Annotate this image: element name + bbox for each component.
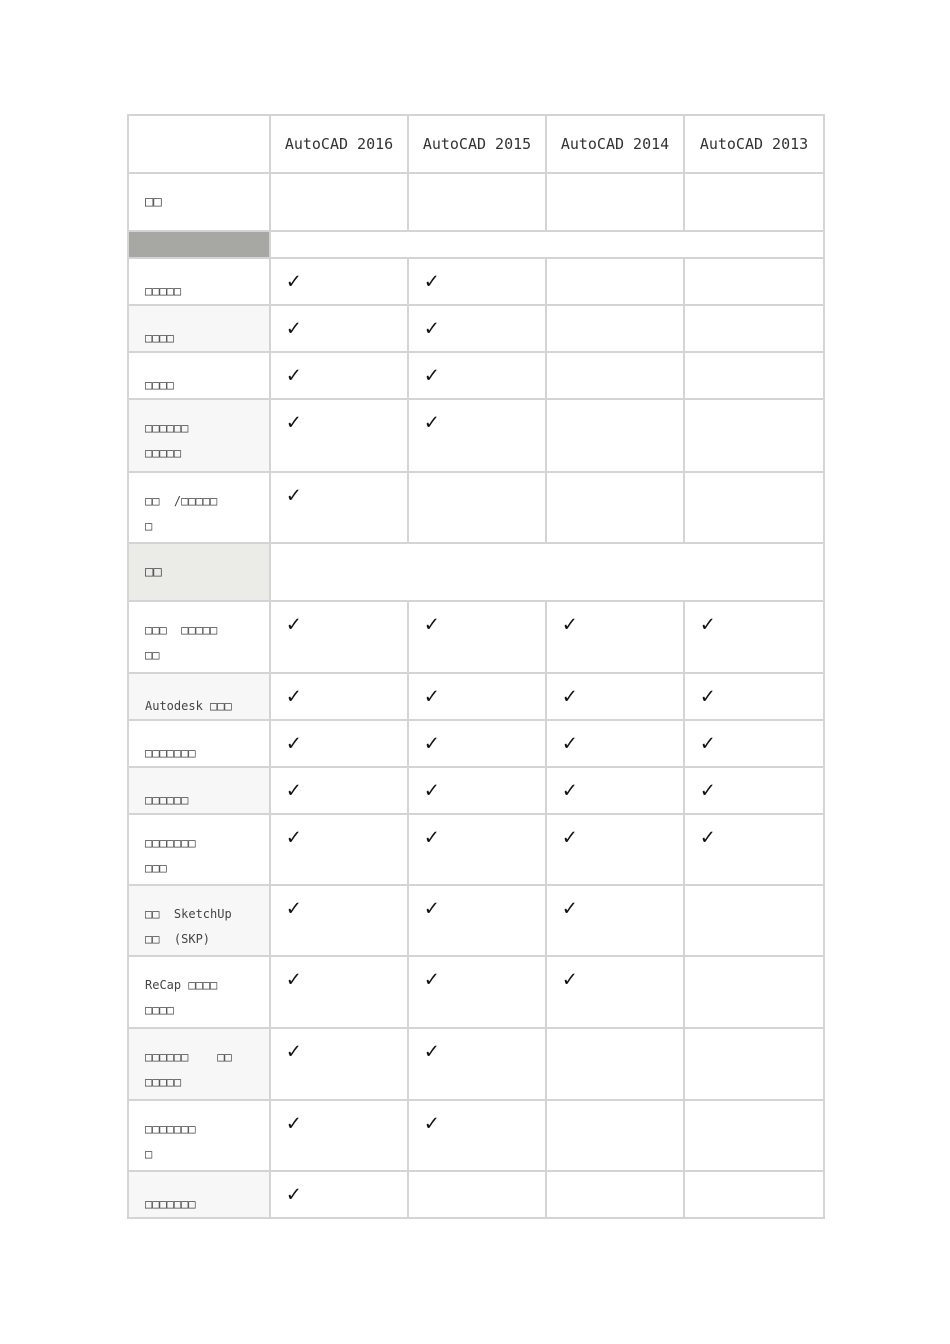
check-mark-icon: ✓ <box>563 778 577 803</box>
version-cell <box>270 720 408 767</box>
feature-label-line: □□□□□□□ <box>145 1122 196 1136</box>
header-version-2013: AutoCAD 2013 <box>684 115 824 173</box>
version-cell <box>684 305 824 352</box>
version-cell <box>270 885 408 956</box>
check-mark-icon: ✓ <box>425 1111 439 1136</box>
header-version-2016: AutoCAD 2016 <box>270 115 408 173</box>
header-version-2015: AutoCAD 2015 <box>408 115 546 173</box>
feature-label-cell <box>128 258 270 305</box>
check-mark-icon: ✓ <box>287 825 301 850</box>
check-mark-icon: ✓ <box>425 731 439 756</box>
version-cell <box>684 1028 824 1100</box>
check-mark-icon: ✓ <box>425 896 439 921</box>
version-cell <box>546 601 684 673</box>
feature-label <box>129 721 269 766</box>
feature-row <box>128 399 824 472</box>
feature-label <box>129 602 269 668</box>
version-cell <box>684 258 824 305</box>
feature-label-line: ReCap □□□□ <box>145 978 218 992</box>
check-mark-icon: ✓ <box>425 410 439 435</box>
version-cell <box>684 814 824 885</box>
check-mark-icon: ✓ <box>425 967 439 992</box>
check-mark-icon: ✓ <box>287 316 301 341</box>
check-mark-icon: ✓ <box>425 825 439 850</box>
check-mark-icon: ✓ <box>563 612 577 637</box>
check-mark-icon: ✓ <box>563 967 577 992</box>
check-mark-icon: ✓ <box>701 612 715 637</box>
check-mark-icon: ✓ <box>287 1111 301 1136</box>
feature-row <box>128 1171 824 1218</box>
version-cell <box>408 673 546 720</box>
version-cell <box>408 1100 546 1171</box>
feature-label-cell <box>128 601 270 673</box>
version-cell <box>684 472 824 543</box>
feature-label-line: Autodesk □□□ <box>145 699 232 713</box>
header-row <box>128 115 824 173</box>
feature-row <box>128 601 824 673</box>
version-cell <box>270 673 408 720</box>
version-cell <box>270 399 408 472</box>
version-cell <box>270 1171 408 1218</box>
version-cell <box>546 472 684 543</box>
version-cell <box>270 814 408 885</box>
check-mark-icon: ✓ <box>425 684 439 709</box>
feature-row <box>128 1100 824 1171</box>
version-cell <box>684 1171 824 1218</box>
version-cell <box>684 1100 824 1171</box>
version-cell <box>546 1100 684 1171</box>
version-cell <box>684 601 824 673</box>
version-cell <box>270 352 408 399</box>
feature-label <box>129 259 269 304</box>
feature-row <box>128 1028 824 1100</box>
check-mark-icon: ✓ <box>287 778 301 803</box>
feature-label-line: □□□□ <box>145 331 174 345</box>
feature-label-cell <box>128 472 270 543</box>
check-mark-icon: ✓ <box>287 1039 301 1064</box>
header-corner-cell <box>128 115 270 173</box>
feature-label-line: □□□ □□□□□ <box>145 623 218 637</box>
check-mark-icon: ✓ <box>287 612 301 637</box>
version-cell <box>546 1028 684 1100</box>
version-cell <box>684 673 824 720</box>
check-mark-icon: ✓ <box>425 363 439 388</box>
feature-label-line: □□□□ <box>145 378 174 392</box>
feature-label-cell <box>128 767 270 814</box>
feature-label-line: □□□□□□ <box>145 793 189 807</box>
feature-label-line: □□□□□ <box>145 284 182 298</box>
check-mark-icon: ✓ <box>425 1039 439 1064</box>
version-cell <box>684 352 824 399</box>
feature-label-line: □□ /□□□□□ <box>145 494 218 508</box>
version-cell <box>546 258 684 305</box>
feature-label-line: □□□□□□ □□ <box>145 1050 232 1064</box>
version-cell <box>408 305 546 352</box>
check-mark-icon: ✓ <box>287 1182 301 1207</box>
feature-label <box>129 957 269 1023</box>
feature-label <box>129 1101 269 1167</box>
feature-label-cell <box>128 885 270 956</box>
check-mark-icon: ✓ <box>701 778 715 803</box>
feature-label-line: □□□ <box>145 861 167 875</box>
version-cell <box>546 399 684 472</box>
version-cell <box>408 399 546 472</box>
feature-label-line: □□ (SKP) <box>145 932 211 946</box>
feature-label <box>129 473 269 539</box>
feature-label-line: □ <box>145 1147 153 1161</box>
check-mark-icon: ✓ <box>425 778 439 803</box>
feature-row <box>128 258 824 305</box>
feature-label <box>129 1029 269 1095</box>
section-label-cell <box>128 543 270 601</box>
feature-label <box>129 674 269 719</box>
feature-row <box>128 305 824 352</box>
section-label-cell <box>128 173 270 231</box>
feature-label <box>129 1172 269 1217</box>
feature-label-cell <box>128 814 270 885</box>
feature-label-line: □□ <box>145 648 160 662</box>
version-cell <box>408 720 546 767</box>
feature-label-line: □ <box>145 519 153 533</box>
version-cell <box>408 1171 546 1218</box>
version-cell <box>546 814 684 885</box>
check-mark-icon: ✓ <box>287 410 301 435</box>
section-row-2 <box>128 231 824 258</box>
section-row-3 <box>128 543 824 601</box>
feature-label-cell <box>128 1028 270 1100</box>
check-mark-icon: ✓ <box>287 731 301 756</box>
version-cell <box>408 1028 546 1100</box>
feature-row <box>128 885 824 956</box>
feature-row <box>128 814 824 885</box>
section-label: □□ <box>145 564 162 580</box>
header-version-2014: AutoCAD 2014 <box>546 115 684 173</box>
version-cell <box>270 601 408 673</box>
feature-label-line: □□□□□□□ <box>145 836 196 850</box>
check-mark-icon: ✓ <box>287 483 301 508</box>
version-cell <box>408 601 546 673</box>
version-cell <box>270 1028 408 1100</box>
version-cell <box>270 956 408 1028</box>
version-cell <box>270 258 408 305</box>
feature-row <box>128 472 824 543</box>
feature-row <box>128 767 824 814</box>
check-mark-icon: ✓ <box>287 269 301 294</box>
version-cell <box>270 305 408 352</box>
check-mark-icon: ✓ <box>425 269 439 294</box>
version-cell <box>408 472 546 543</box>
version-cell <box>546 885 684 956</box>
feature-label-cell <box>128 1171 270 1218</box>
check-mark-icon: ✓ <box>287 896 301 921</box>
version-cell <box>684 720 824 767</box>
feature-label-cell <box>128 399 270 472</box>
version-cell <box>684 885 824 956</box>
check-mark-icon: ✓ <box>701 825 715 850</box>
version-cell <box>546 352 684 399</box>
version-cell <box>408 885 546 956</box>
check-mark-icon: ✓ <box>425 612 439 637</box>
version-cell <box>546 767 684 814</box>
version-cell <box>684 956 824 1028</box>
version-cell <box>408 814 546 885</box>
feature-label <box>129 400 269 466</box>
feature-label <box>129 886 269 952</box>
check-mark-icon: ✓ <box>563 731 577 756</box>
version-cell <box>270 1100 408 1171</box>
check-mark-icon: ✓ <box>701 684 715 709</box>
feature-row <box>128 673 824 720</box>
check-mark-icon: ✓ <box>563 684 577 709</box>
feature-label-line: □□□□□□□ <box>145 746 196 760</box>
version-cell <box>546 673 684 720</box>
feature-label-line: □□□□□□□ <box>145 1197 196 1211</box>
check-mark-icon: ✓ <box>287 967 301 992</box>
version-cell <box>270 767 408 814</box>
section-label: □□ <box>145 194 162 210</box>
check-mark-icon: ✓ <box>425 316 439 341</box>
version-cell <box>546 720 684 767</box>
check-mark-icon: ✓ <box>287 363 301 388</box>
section-grey-bar <box>128 231 270 258</box>
feature-row <box>128 720 824 767</box>
version-cell <box>408 258 546 305</box>
check-mark-icon: ✓ <box>563 825 577 850</box>
section-row-1 <box>128 173 824 231</box>
feature-label-cell <box>128 956 270 1028</box>
version-comparison-table <box>127 114 825 1219</box>
feature-label <box>129 306 269 351</box>
feature-label <box>129 353 269 398</box>
feature-label-cell <box>128 352 270 399</box>
version-cell <box>546 305 684 352</box>
feature-label-line: □□ SketchUp <box>145 907 232 921</box>
check-mark-icon: ✓ <box>701 731 715 756</box>
feature-label-cell <box>128 673 270 720</box>
feature-label-cell <box>128 1100 270 1171</box>
version-cell <box>546 956 684 1028</box>
feature-label <box>129 815 269 881</box>
feature-label-cell <box>128 720 270 767</box>
feature-label <box>129 768 269 813</box>
version-cell <box>408 352 546 399</box>
feature-row <box>128 956 824 1028</box>
version-cell <box>546 1171 684 1218</box>
version-cell <box>408 767 546 814</box>
version-cell <box>684 399 824 472</box>
version-cell <box>408 956 546 1028</box>
feature-label-line: □□□□□ <box>145 1075 182 1089</box>
feature-label-cell <box>128 305 270 352</box>
check-mark-icon: ✓ <box>287 684 301 709</box>
feature-label-line: □□□□□□ <box>145 421 189 435</box>
feature-label-line: □□□□ <box>145 1003 174 1017</box>
version-cell <box>684 767 824 814</box>
feature-row <box>128 352 824 399</box>
check-mark-icon: ✓ <box>563 896 577 921</box>
version-cell <box>270 472 408 543</box>
feature-label-line: □□□□□ <box>145 446 182 460</box>
